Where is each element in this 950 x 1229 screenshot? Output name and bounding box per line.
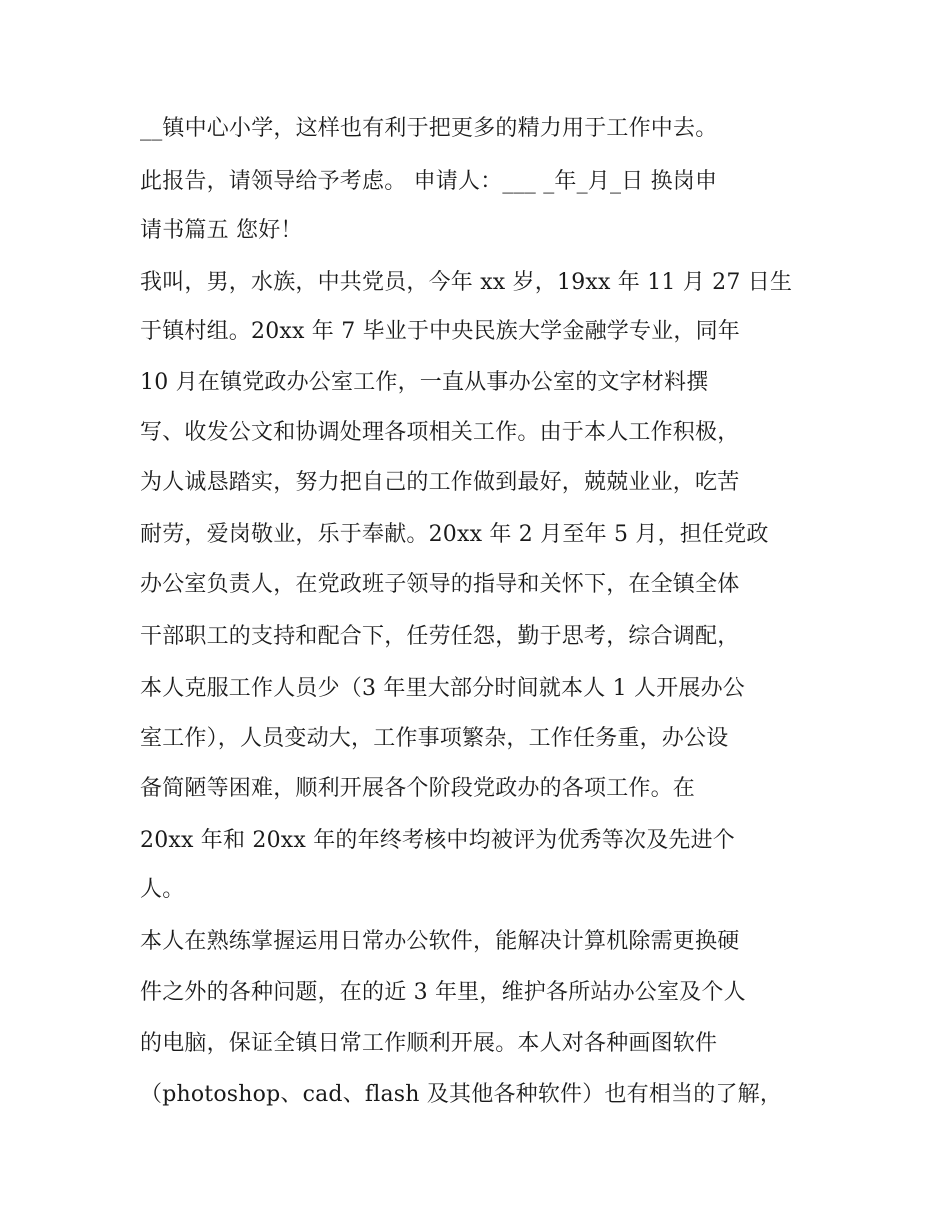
text-line-4: 我叫，男，水族，中共党员，今年 xx 岁，19xx 年 11 月 27 日生	[140, 270, 793, 295]
text-line-3: 请书篇五 您好！	[140, 218, 303, 243]
text-line-20: （photoshop、cad、flash 及其他各种软件）也有相当的了解，	[140, 1082, 783, 1107]
text-line-11: 干部职工的支持和配合下，任劳任怨，勤于思考，综合调配，	[140, 624, 740, 649]
text-line-1: __镇中心小学，这样也有利于把更多的精力用于工作中去。	[140, 116, 718, 141]
text-line-19: 的电脑，保证全镇日常工作顺利开展。本人对各种画图软件	[140, 1031, 718, 1056]
text-line-13: 室工作），人员变动大，工作事项繁杂，工作任务重，办公设	[140, 726, 729, 751]
text-line-16: 人。	[140, 877, 185, 902]
text-line-12: 本人克服工作人员少（3 年里大部分时间就本人 1 人开展办公	[140, 676, 745, 701]
text-line-8: 为人诚恳踏实，努力把自己的工作做到最好，兢兢业业，吃苦	[140, 470, 740, 495]
text-line-17: 本人在熟练掌握运用日常办公软件，能解决计算机除需更换硬	[140, 929, 740, 954]
text-line-5: 于镇村组。20xx 年 7 毕业于中央民族大学金融学专业，同年	[140, 319, 740, 344]
text-line-18: 件之外的各种问题，在的近 3 年里，维护各所站办公室及个人	[140, 980, 746, 1005]
text-line-2: 此报告，请领导给予考虑。 申请人：___ _年_月_日 换岗申	[140, 169, 718, 194]
text-line-10: 办公室负责人，在党政班子领导的指导和关怀下，在全镇全体	[140, 572, 740, 597]
text-line-14: 备简陋等困难，顺利开展各个阶段党政办的各项工作。在	[140, 776, 696, 801]
text-line-9: 耐劳，爱岗敬业，乐于奉献。20xx 年 2 月至年 5 月，担任党政	[140, 522, 769, 547]
text-line-15: 20xx 年和 20xx 年的年终考核中均被评为优秀等次及先进个	[140, 828, 735, 853]
text-line-6: 10 月在镇党政办公室工作，一直从事办公室的文字材料撰	[140, 370, 709, 395]
text-line-7: 写、收发公文和协调处理各项相关工作。由于本人工作积极，	[140, 420, 740, 445]
